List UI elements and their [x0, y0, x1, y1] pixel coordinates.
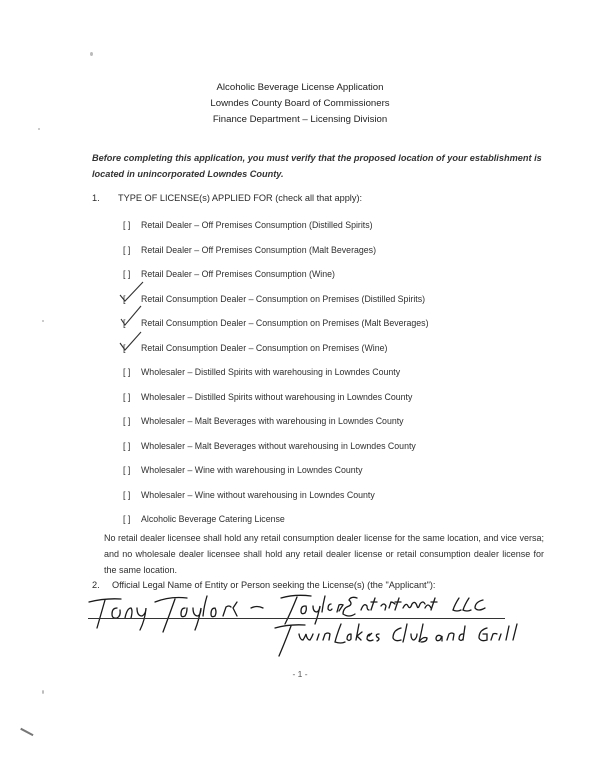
checkbox[interactable]: [ ] — [123, 465, 131, 475]
checkbox[interactable]: [ ] — [123, 514, 131, 524]
scan-speck — [42, 320, 44, 322]
question-2-label: Official Legal Name of Entity or Person seeking the License(s) (the "Applicant"): — [112, 580, 436, 590]
option-label: Retail Dealer – Off Premises Consumption (Wine) — [141, 269, 335, 279]
checkbox[interactable]: [ ] — [123, 244, 131, 255]
option-label: Retail Consumption Dealer – Consumption on Premises (Malt Beverages) — [141, 318, 429, 328]
option-label: Wholesaler – Distilled Spirits with warehousing in Lowndes County — [141, 367, 401, 377]
document-header — [0, 80, 600, 128]
license-option[interactable] — [123, 490, 375, 500]
option-label: Wholesaler – Wine without warehousing in Lowndes County — [141, 489, 375, 500]
license-option[interactable] — [123, 465, 363, 475]
handwritten-check-icon — [117, 280, 147, 304]
option-label: Retail Dealer – Off Premises Consumption (Malt Beverages) — [141, 244, 377, 255]
checkbox[interactable]: [ ] — [123, 367, 131, 377]
license-option[interactable] — [123, 441, 416, 451]
option-label: Alcoholic Beverage Catering License — [141, 514, 285, 524]
question-2-heading — [92, 580, 435, 590]
checkbox[interactable]: [ ] — [123, 391, 131, 402]
checkbox[interactable]: [ ] — [123, 220, 131, 230]
checkbox[interactable]: [ ] — [123, 416, 131, 426]
page-number: - 1 - — [292, 669, 308, 679]
header-division: Finance Department – Licensing Division — [212, 114, 388, 125]
scan-speck — [38, 128, 40, 130]
restriction-note: No retail dealer licensee shall hold any retail consumption dealer license for the same location, and vice versa; and no wholesale dealer licensee shall hold any retail dealer license or retail consumption dealer license for the same location. — [104, 533, 544, 575]
option-label: Retail Dealer – Off Premises Consumption (Distilled Spirits) — [141, 220, 373, 230]
scan-mark — [20, 728, 33, 736]
question-1-label: TYPE OF LICENSE(s) APPLIED FOR (check all that apply): — [118, 193, 363, 203]
license-option[interactable] — [123, 269, 335, 279]
header-organization: Lowndes County Board of Commissioners — [210, 98, 390, 109]
applicant-name-line — [88, 618, 505, 619]
checkbox-checked[interactable]: [ — [123, 342, 131, 353]
checkbox-checked[interactable]: [ — [123, 318, 131, 328]
header-title: Alcoholic Beverage License Application — [216, 82, 384, 93]
question-1-heading — [92, 193, 362, 203]
handwritten-applicant-name[interactable] — [85, 594, 525, 674]
scan-speck — [90, 52, 93, 56]
option-label: Retail Consumption Dealer – Consumption on Premises (Distilled Spirits) — [141, 293, 426, 304]
handwritten-check-icon — [117, 304, 147, 328]
license-option[interactable] — [123, 514, 285, 524]
checkbox-checked[interactable]: [ — [123, 293, 131, 304]
license-option[interactable] — [123, 220, 373, 230]
checkbox[interactable]: [ ] — [123, 269, 131, 279]
license-option-checked[interactable] — [123, 343, 387, 353]
option-label: Wholesaler – Malt Beverages with warehousing in Lowndes County — [141, 416, 404, 426]
question-1-number: 1. — [92, 193, 100, 203]
question-2-number: 2. — [92, 580, 100, 590]
license-option[interactable] — [123, 367, 400, 377]
intro-instruction: Before completing this application, you must verify that the proposed location of your establishment is located in unincorporated Lowndes County. — [92, 153, 542, 179]
handwritten-check-icon — [117, 329, 147, 353]
option-label: Wholesaler – Wine with warehousing in Lowndes County — [141, 465, 363, 475]
license-option-checked[interactable] — [123, 318, 429, 328]
option-label: Retail Consumption Dealer – Consumption on Premises (Wine) — [141, 342, 388, 353]
license-option-checked[interactable] — [123, 294, 425, 304]
license-option[interactable] — [123, 392, 412, 402]
license-option[interactable] — [123, 245, 376, 255]
option-label: Wholesaler – Distilled Spirits without warehousing in Lowndes County — [141, 391, 413, 402]
option-label: Wholesaler – Malt Beverages without warehousing in Lowndes County — [141, 440, 416, 451]
checkbox[interactable]: [ ] — [123, 440, 131, 451]
license-option[interactable] — [123, 416, 404, 426]
scan-speck — [42, 690, 44, 694]
checkbox[interactable]: [ ] — [123, 489, 131, 500]
